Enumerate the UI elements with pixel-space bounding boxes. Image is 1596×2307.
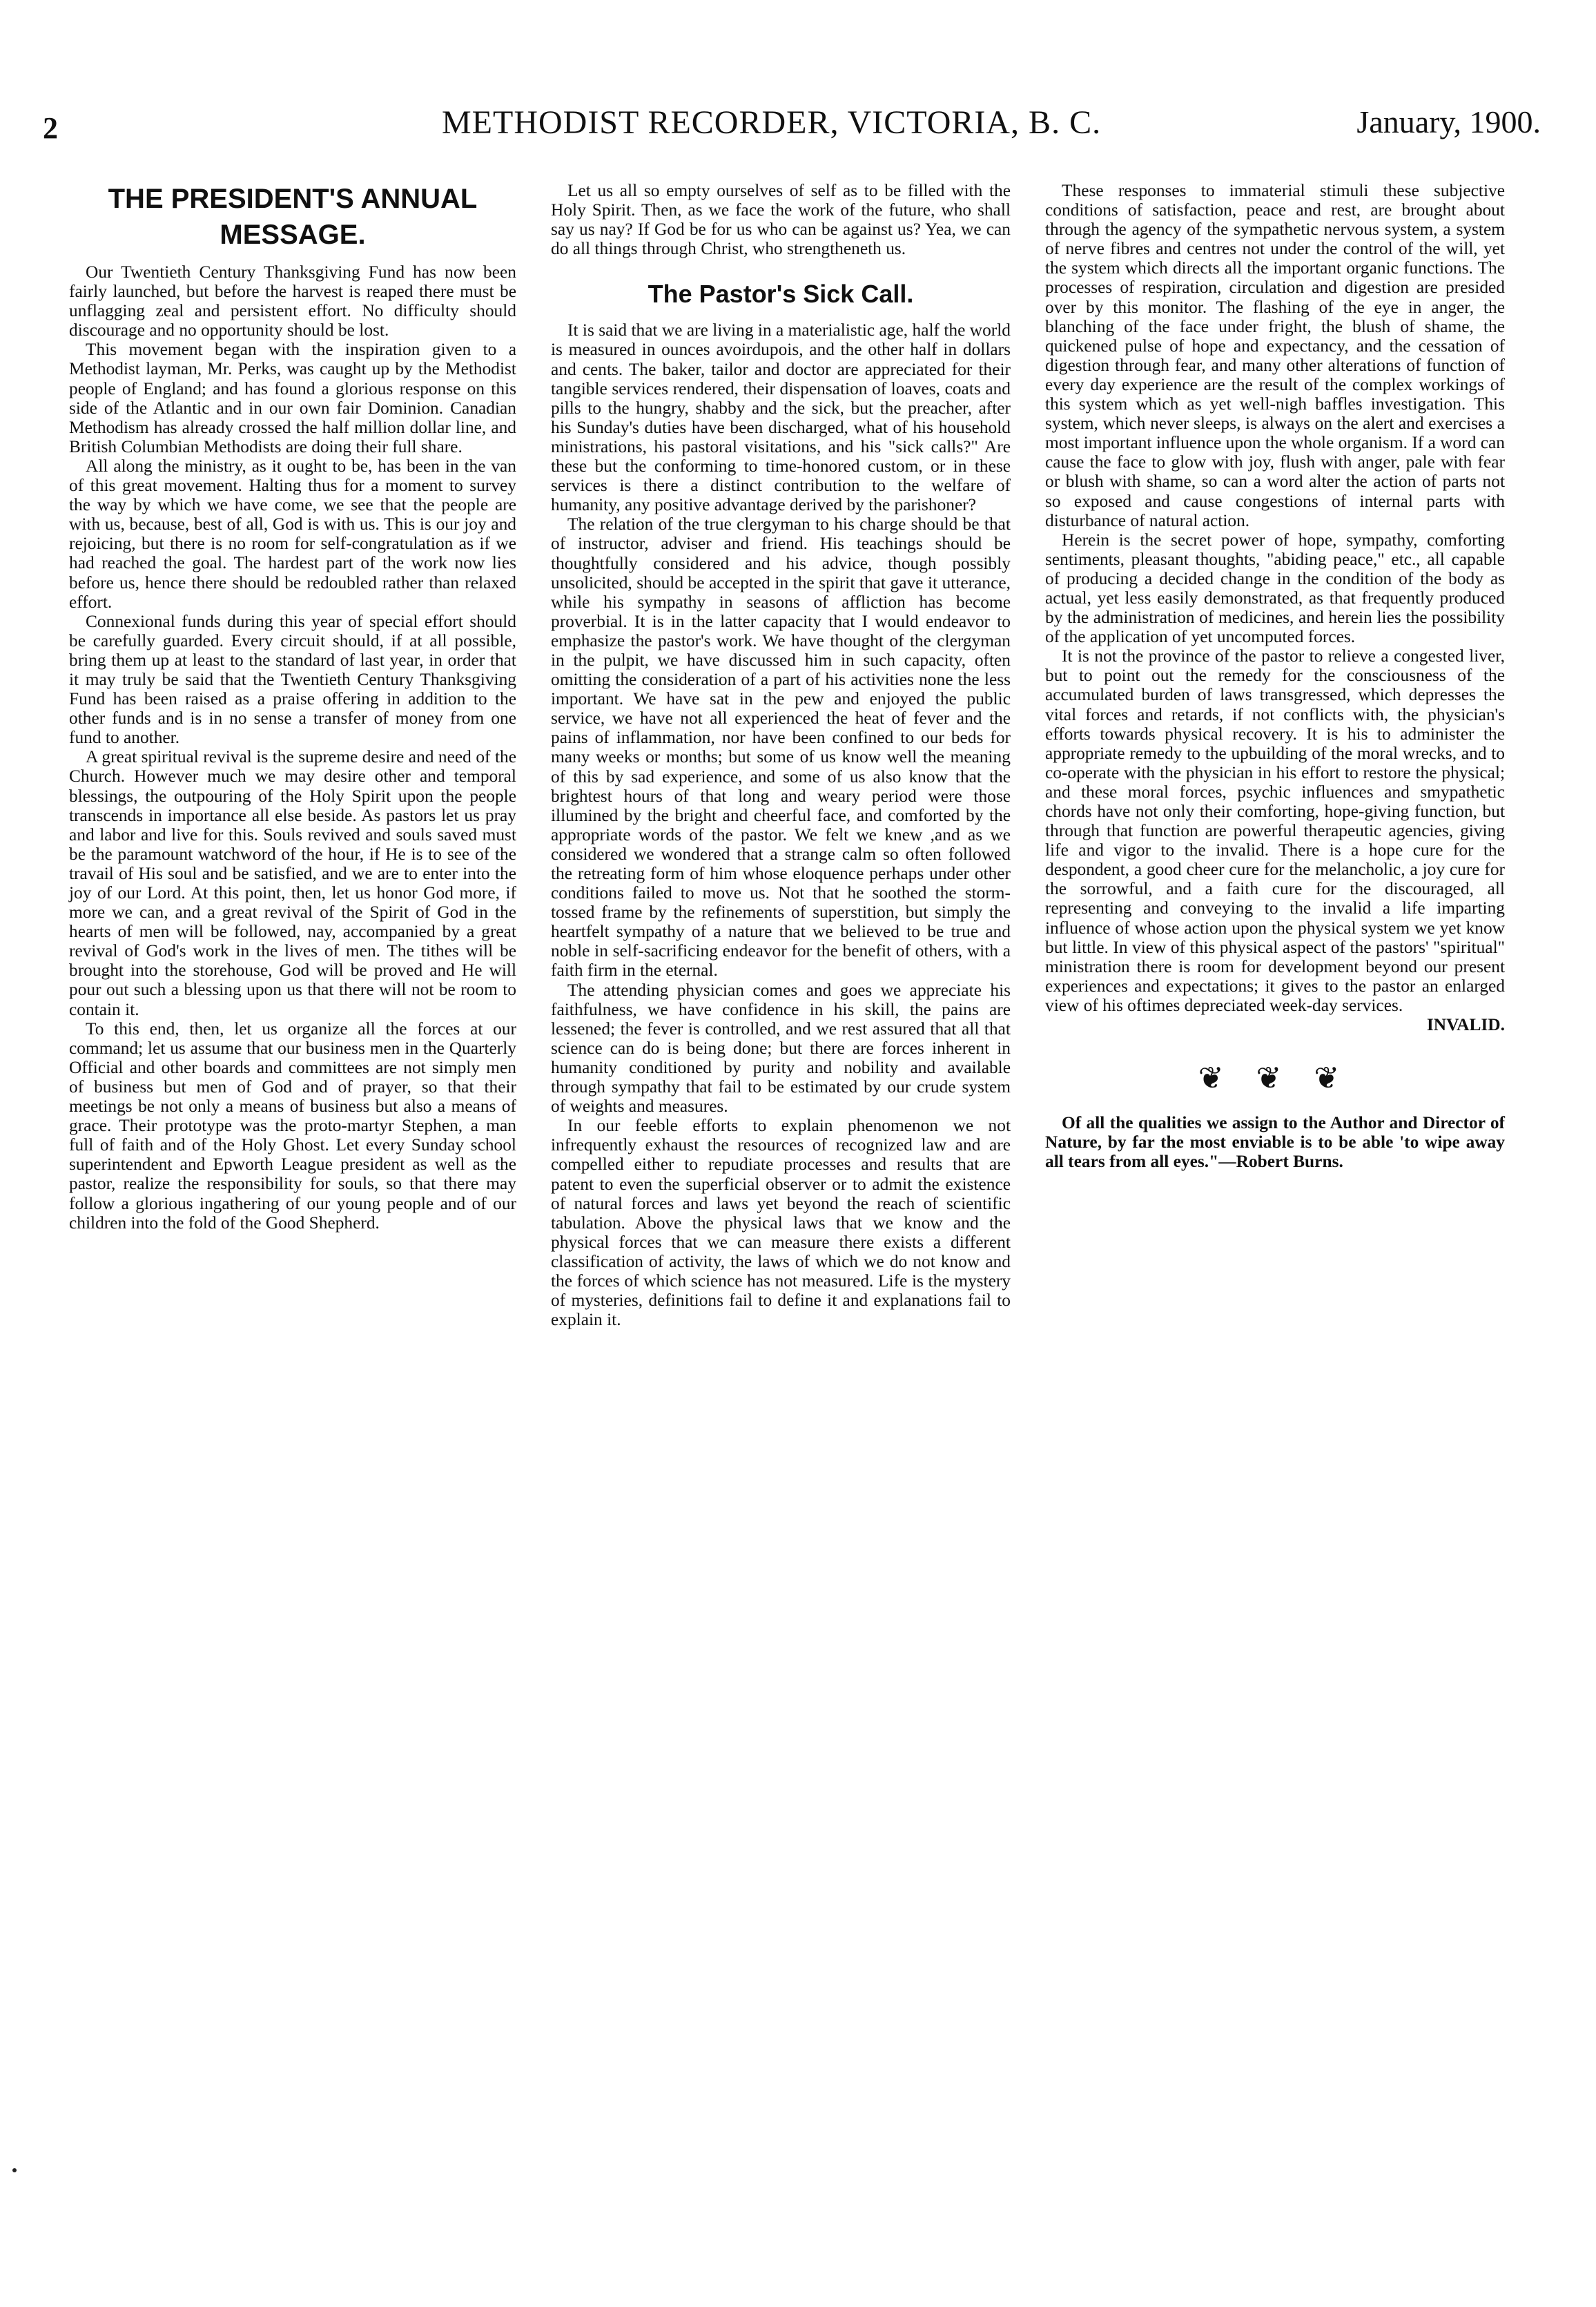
author-signature: INVALID. xyxy=(1426,1015,1505,1035)
paragraph: Connexional funds during this year of special effort should be carefully guarded. Every circuit should, if at all possible, bring them up at least to the standard of last year, in order that it may truly be said that the Twentieth Century Thanksgiving Fund has been raised as a praise offering in addition to the other funds and is in no sense a transfer of money from one fund to another. xyxy=(69,611,516,748)
column-2 xyxy=(551,181,1011,1329)
paragraph: These responses to immaterial stimuli these subjective conditions of satisfaction, peace and rest, are brought about through the agency of the sympathetic nervous system, a system of nerve fibres and centres not under the control of the will, yet the system which directs all the important organic functions. The processes of respiration, circulation and digestion are presided over by this monitor. The flashing of the eye in anger, the blanching of the face under fright, the blush of shame, the quickened pulse of hope and expectancy, and the cessation of digestion through fear, and many other alterations of function of every day experience are the result of the complex workings of this system which as yet well-nigh baffles investigation. This system, which never sleeps, is always on the alert and exercises a most important influence upon the whole organism. If a word can cause the face to glow with joy, flush with anger, pale with fear or blush with shame, so can a word alter the action of parts not so exposed and cause congestions of internal parts with disturbance of natural action. xyxy=(1045,181,1505,530)
paragraph: Herein is the secret power of hope, sympathy, comforting sentiments, pleasant thoughts, "abiding peace," etc., all capable of producing a decided change in the condition of the body as actual, yet less easily demonstrated, as that frequently produced by the administration of medicines, and herein lies the possibility of the application of yet uncomputed forces. xyxy=(1045,530,1505,647)
paragraph: This movement began with the inspiration given to a Methodist layman, Mr. Perks, was caught up by the Methodist people of England; and has found a glorious response on this side of the Atlantic and in our own fair Dominion. Canadian Methodism has already crossed the half million dollar line, and British Columbian Methodists are doing their full share. xyxy=(69,340,516,456)
paragraph: All along the ministry, as it ought to be, has been in the van of this great movement. Halting thus for a moment to survey the way by which we have come, we see that the people are with us, because, best of all, God is with us. This is our joy and rejoicing, but there is no room for self-congratulation as if we had reached the goal. The hardest part of the work now lies before us, hence there should be redoubled rather than relaxed effort. xyxy=(69,456,516,612)
article-title-presidents-message: THE PRESIDENT'S ANNUAL MESSAGE. xyxy=(108,184,478,250)
paragraph: To this end, then, let us organize all the forces at our command; let us assume that our business men in the Quarterly Official and other boards and committees are not simply men of business but men of God and of prayer, so that their meetings be not only a means of business but also a means of grace. Their prototype was the proto-martyr Stephen, a man full of faith and of the Holy Ghost. Let every Sunday school superintendent and Epworth League president as well as the pastor, realize the responsibility for souls, so that there may follow a glorious ingathering of our young people and of our children into the fold of the Good Shepherd. xyxy=(69,1019,516,1233)
column-1 xyxy=(69,181,516,1233)
paragraph: The relation of the true clergyman to his charge should be that of instructor, adviser and friend. His teachings should be thoughtfully considered and his advice, though possibly unsolicited, should be accepted in the spirit that gave it utterance, while his sympathy in seasons of affliction has become proverbial. It is in the latter capacity that I would endeavor to emphasize the pastor's work. We have thought of the clergyman in the pulpit, we have discussed him in such capacity, often omitting the consideration of a part of his activities none the less important. We have sat in the pew and enjoyed the public service, we have not all experienced the heat of fever and the pains of inflammation, nor have been confined to our beds for many weeks or months; but some of us know well the meaning of this by sad experience, and some of us also know that the brightest hours of that long and weary period were those illumined by the bright and cheerful face, and comforted by the appropriate words of the pastor. We felt we knew ,and as we considered we wondered that a strange calm so often followed the retreating form of him whose eloquence perhaps under other conditions failed to move us. Not that he soothed the storm-tossed frame by the refinements of superstition, but simply the heartfelt sympathy of a nature that we believed to be true and noble in self-sacrificing endeavor for the benefit of others, with a faith firm in the eternal. xyxy=(551,514,1011,981)
paragraph: Our Twentieth Century Thanksgiving Fund has now been fairly launched, but before the harvest is reaped there must be unflagging zeal and persistent effort. No difficulty should discourage and no opportunity should be lost. xyxy=(69,262,516,340)
column-3 xyxy=(1045,181,1505,1172)
paragraph: A great spiritual revival is the supreme desire and need of the Church. However much we may desire other and temporal blessings, the outpouring of the Holy Spirit upon the people transcends in importance all else beside. As pastors let us pray and labor and live for this. Souls revived and souls saved must be the paramount watchword of the hour, if He is to see of the travail of His soul and be satisfied, and we are to enter into the joy of our Lord. At this point, then, let us honor God more, if more we can, and a great revival of the Spirit of God in the hearts of men will be followed, nay, accompanied by a great revival of God's work in the lives of men. The tithes will be brought into the storehouse, God will be proved and He will pour out such a blessing upon us that there will not be room to contain it. xyxy=(69,747,516,1019)
paragraph: Let us all so empty ourselves of self as to be filled with the Holy Spirit. Then, as we face the work of the future, who shall say us nay? If God be for us who can be against us? Yea, we can do all things through Christ, who strengtheneth us. xyxy=(551,181,1011,259)
section-separator: ❦ ❦ ❦ xyxy=(1198,1061,1352,1096)
paragraph: It is said that we are living in a materialistic age, half the world is measured in ounces avoirdupois, and the other half in dollars and cents. The baker, tailor and doctor are appreciated for their tangible services rendered, their dispensation of loaves, coats and pills to the hungry, shabby and the sick, but the preacher, after his Sunday's duties have been discharged, what of his household ministrations, his pastoral visitations, and his "sick calls?" Are these but the conforming to time-honored custom, or in these services is there a distinct contribution to the welfare of humanity, any positive advantage derived by the parishoner? xyxy=(551,320,1011,515)
paragraph: The attending physician comes and goes we appreciate his faithfulness, we have confidence in his skill, the pains are lessened; the fever is controlled, and we rest assured that all that science can do is being done; but there are forces inherent in humanity conditioned by purity and nobility and available through sympathy that fail to be estimated by our crude system of weights and measures. xyxy=(551,980,1011,1117)
masthead: METHODIST RECORDER, VICTORIA, B. C. xyxy=(442,104,1102,141)
article-title-pastors-sick-call: The Pastor's Sick Call. xyxy=(648,280,914,309)
paragraph: It is not the province of the pastor to relieve a congested liver, but to point out the remedy for the consciousness of the accumulated burden of laws transgressed, which depresses the vital forces and retards, if not conflicts with, the physician's efforts towards physical recovery. It is his to administer the appropriate remedy to the upbuilding of the moral wrecks, and to co-operate with the physician in his effort to restore the physical; and these moral forces, psychic influences and smypathetic chords have not only their comforting, hope-giving function, but through that function are powerful therapeutic agencies, giving life and vigor to the invalid. There is a hope cure for the despondent, a good cheer cure for the melancholic, a joy cure for the sorrowful, and a faith cure for the discouraged, all representing and conveying to the invalid a life imparting influence of whose action upon the physical system we yet know but little. In view of this physical aspect of the pastors' "spiritual" ministration there is room for development beyond our present experiences and expectations; it gives to the pastor an enlarged view of his oftimes depreciated week-day services. xyxy=(1045,646,1505,1015)
issue-date: January, 1900. xyxy=(1356,104,1541,139)
closing-quote: Of all the qualities we assign to the Author and Director of Nature, by far the most enviable is to be able 'to wipe away all tears from all eyes."—Robert Burns. xyxy=(1045,1113,1505,1172)
page-number: 2 xyxy=(43,111,58,145)
paragraph: In our feeble efforts to explain phenomenon we not infrequently exhaust the resources of recognized law and are compelled either to repudiate processes and results that are patent to even the superficial observer or to admit the existence of natural forces and laws yet beyond the reach of scientific tabulation. Above the physical laws that we know and the physical forces that we can measure there exists a different classification of activity, the laws of which we do not know and the forces of which science has not measured. Life is the mystery of mysteries, definitions fail to define it and explanations fail to explain it. xyxy=(551,1116,1011,1330)
print-speck xyxy=(12,2168,17,2172)
